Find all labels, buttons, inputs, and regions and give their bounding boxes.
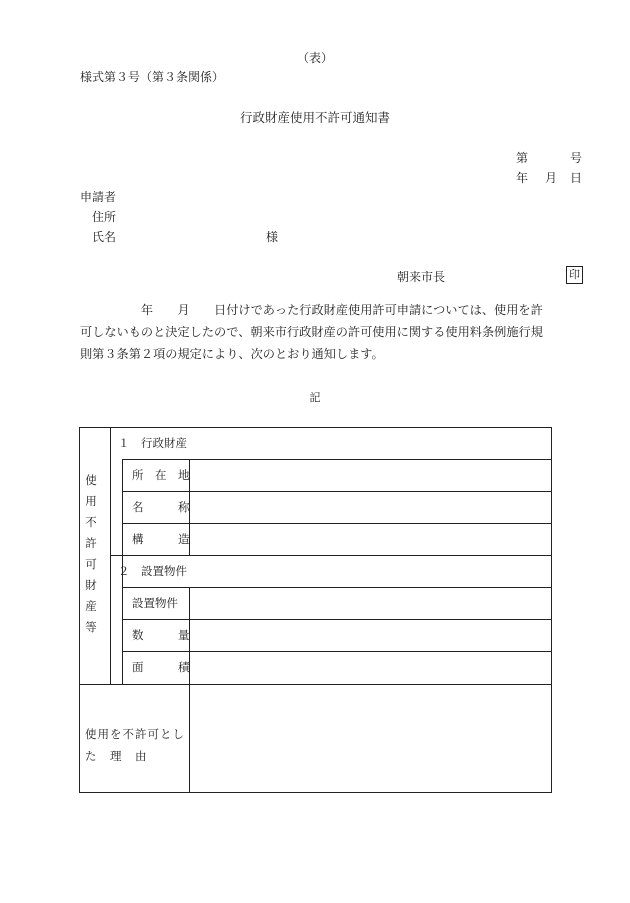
table-border-bottom xyxy=(79,792,552,793)
seal-stamp: 印 xyxy=(566,266,583,284)
table-border-right xyxy=(551,427,552,793)
address-label: 住所 xyxy=(92,210,117,224)
honorific: 様 xyxy=(266,230,279,244)
date-day-label: 日 xyxy=(570,171,583,185)
row-line xyxy=(79,684,552,685)
notice-body xyxy=(80,299,585,365)
issuer-title: 朝来市長 xyxy=(397,270,446,284)
table-border-left xyxy=(79,427,80,793)
reason-label: 使用を不許可とした 理 由 xyxy=(85,727,185,763)
side-label-char: 可 xyxy=(85,557,97,571)
row-label-quantity: 数 量 xyxy=(132,628,190,642)
row-label-installed-item: 設置物件 xyxy=(132,596,178,610)
name-label: 氏名 xyxy=(92,230,117,244)
form-number: 様式第３号（第３条関係） xyxy=(80,70,225,84)
side-label-char: 産 xyxy=(85,599,97,613)
section-heading-property: １ 行政財産 xyxy=(118,436,187,450)
row-line xyxy=(110,555,552,556)
side-label-char: 使 xyxy=(85,473,97,487)
header-mark: （表） xyxy=(296,51,333,65)
document-title: 行政財産使用不許可通知書 xyxy=(239,110,390,125)
row-line xyxy=(122,523,552,524)
row-label-area: 面 積 xyxy=(132,660,190,674)
date-year-label: 年 xyxy=(516,171,529,185)
section-heading-installed-item: ２ 設置物件 xyxy=(118,564,187,578)
side-label-char: 財 xyxy=(85,578,97,592)
notice-line-1: 年 月 日付けであった行政財産使用許可申請については、使用を許 xyxy=(80,303,543,317)
notice-line-2: 可しないものと決定したので、朝来市行政財産の許可使用に関する使用料条例施行規 xyxy=(80,325,543,339)
row-line xyxy=(122,651,552,652)
row-line xyxy=(122,587,552,588)
row-label-structure: 構 造 xyxy=(132,532,190,546)
side-label-char: 用 xyxy=(85,494,97,508)
side-label-char: 等 xyxy=(85,620,97,634)
table-border-top xyxy=(79,427,552,428)
notice-line-3: 則第３条第２項の規定により、次のとおり通知します。 xyxy=(80,347,384,361)
document-number-label: 第 xyxy=(516,151,529,165)
row-line xyxy=(122,459,552,460)
reason-column-divider xyxy=(189,684,190,793)
applicant-heading: 申請者 xyxy=(80,190,117,204)
row-line xyxy=(122,491,552,492)
ki-heading: 記 xyxy=(309,391,321,404)
row-line xyxy=(122,619,552,620)
side-label-char: 不 xyxy=(85,515,97,529)
row-label-location: 所 在 地 xyxy=(132,468,190,482)
document-number-suffix: 号 xyxy=(570,151,583,165)
side-label-char: 許 xyxy=(85,536,97,550)
row-label-name: 名 称 xyxy=(132,500,190,514)
date-month-label: 月 xyxy=(545,171,558,185)
